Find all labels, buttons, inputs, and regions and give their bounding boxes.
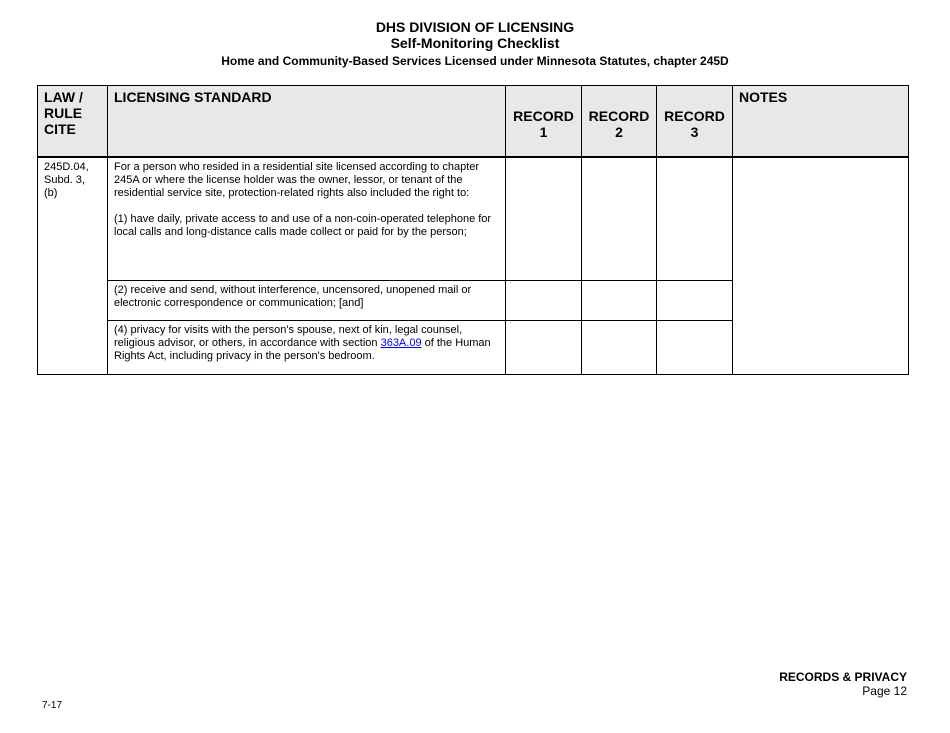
record-2-cell[interactable] [582,321,657,375]
standard-intro: For a person who resided in a residential site licensed according to chapter 245A or where the license holder was the owner, lessor, or tenant of the residential service site, protection-related rights also included the right to: [114,160,480,199]
checklist-table [37,85,909,375]
record-3-cell[interactable] [657,321,733,375]
col-header-record-3: RECORD 3 [657,86,733,157]
standard-cell [108,157,506,281]
standard-item: (1) have daily, private access to and use of a non-coin-operated telephone for local calls and long-distance calls made collect or paid for by the person; [114,212,492,238]
standard-item-text-end: of the Human Rights Act, including privacy in the person's bedroom. [114,337,491,362]
section-title: RECORDS & PRIVACY [779,670,907,684]
record-3-cell[interactable] [657,157,733,281]
col-header-record-2: RECORD 2 [582,86,657,157]
standard-item: (2) receive and send, without interference, uncensored, unopened mail or electronic correspondence or communication; [and] [114,284,472,309]
record-1-cell[interactable] [506,157,582,281]
header-org: DHS DIVISION OF LICENSING [375,19,575,35]
table-row [38,157,909,281]
page-footer [779,670,907,699]
notes-cell[interactable] [733,157,909,375]
standard-item-text: (4) privacy for visits with the person's spouse, next of kin, legal counsel, religious advisor, or others, in accordance with section [114,324,463,349]
standard-cell [108,321,506,375]
page-number: Page 12 [862,684,907,698]
header-title: Self-Monitoring Checklist [390,35,560,51]
header-subtitle: Home and Community-Based Services Licensed under Minnesota Statutes, chapter 245D [221,54,729,68]
record-3-cell[interactable] [657,281,733,321]
record-1-cell[interactable] [506,281,582,321]
rule-cite: 245D.04, Subd. 3, (b) [38,157,108,375]
col-header-record-1: RECORD 1 [506,86,582,157]
standard-cell [108,281,506,321]
col-header-cite: LAW / RULE CITE [38,86,108,157]
version-label: 7-17 [42,700,63,711]
record-1-cell[interactable] [506,321,582,375]
col-header-standard: LICENSING STANDARD [108,86,506,157]
col-header-notes: NOTES [733,86,909,157]
record-2-cell[interactable] [582,157,657,281]
statute-link[interactable]: 363A.09 [380,337,422,349]
table-header-row [38,86,909,157]
document-header [0,19,950,69]
record-2-cell[interactable] [582,281,657,321]
